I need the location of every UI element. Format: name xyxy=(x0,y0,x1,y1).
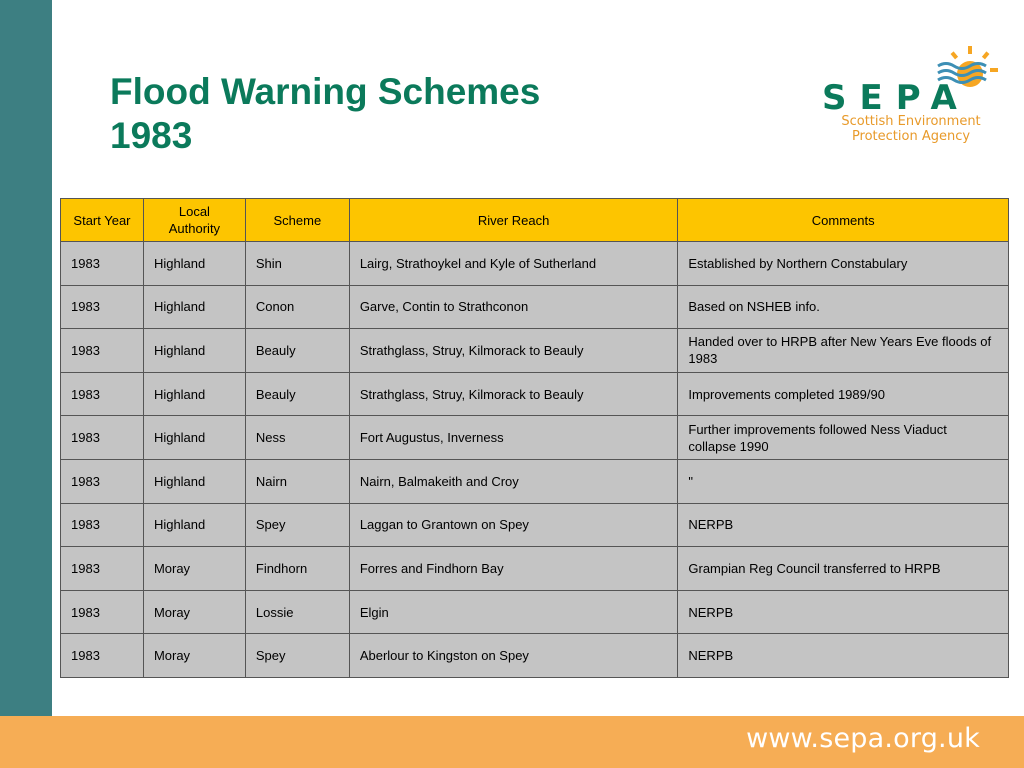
cell-river-reach: Lairg, Strathoykel and Kyle of Sutherland xyxy=(349,242,678,286)
cell-start-year: 1983 xyxy=(61,329,144,373)
cell-scheme: Spey xyxy=(245,634,349,678)
cell-scheme: Spey xyxy=(245,503,349,547)
table-row xyxy=(61,590,1009,634)
header-local-authority: Local Authority xyxy=(143,199,245,242)
cell-start-year: 1983 xyxy=(61,634,144,678)
cell-local-authority: Highland xyxy=(143,416,245,460)
table-row xyxy=(61,416,1009,460)
cell-comments: Handed over to HRPB after New Years Eve floods of 1983 xyxy=(678,329,1009,373)
logo-wordmark: SEPA xyxy=(822,78,970,118)
cell-river-reach: Forres and Findhorn Bay xyxy=(349,547,678,591)
cell-comments: Further improvements followed Ness Viaduct collapse 1990 xyxy=(678,416,1009,460)
cell-start-year: 1983 xyxy=(61,503,144,547)
cell-river-reach: Strathglass, Struy, Kilmorack to Beauly xyxy=(349,329,678,373)
cell-river-reach: Fort Augustus, Inverness xyxy=(349,416,678,460)
left-accent-bar xyxy=(0,0,52,768)
title-line-2: 1983 xyxy=(110,115,193,156)
cell-local-authority: Moray xyxy=(143,590,245,634)
cell-scheme: Conon xyxy=(245,285,349,329)
cell-comments: NERPB xyxy=(678,634,1009,678)
cell-local-authority: Highland xyxy=(143,503,245,547)
cell-scheme: Nairn xyxy=(245,459,349,503)
cell-scheme: Ness xyxy=(245,416,349,460)
table-row xyxy=(61,285,1009,329)
cell-scheme: Findhorn xyxy=(245,547,349,591)
sepa-logo xyxy=(820,44,1000,148)
table-row xyxy=(61,372,1009,416)
table-row xyxy=(61,242,1009,286)
cell-local-authority: Moray xyxy=(143,634,245,678)
cell-start-year: 1983 xyxy=(61,459,144,503)
cell-local-authority: Highland xyxy=(143,285,245,329)
cell-comments: NERPB xyxy=(678,590,1009,634)
cell-start-year: 1983 xyxy=(61,372,144,416)
cell-comments: " xyxy=(678,459,1009,503)
cell-scheme: Lossie xyxy=(245,590,349,634)
cell-local-authority: Highland xyxy=(143,329,245,373)
cell-start-year: 1983 xyxy=(61,590,144,634)
header-start-year: Start Year xyxy=(61,199,144,242)
cell-start-year: 1983 xyxy=(61,416,144,460)
footer-corner xyxy=(0,716,52,768)
header-river-reach: River Reach xyxy=(349,199,678,242)
title-line-1: Flood Warning Schemes xyxy=(110,71,541,112)
table-row xyxy=(61,329,1009,373)
cell-comments: Based on NSHEB info. xyxy=(678,285,1009,329)
logo-subtitle: Scottish Environment Protection Agency xyxy=(841,114,981,144)
cell-start-year: 1983 xyxy=(61,285,144,329)
cell-river-reach: Elgin xyxy=(349,590,678,634)
header-scheme: Scheme xyxy=(245,199,349,242)
table-row xyxy=(61,503,1009,547)
cell-comments: Established by Northern Constabulary xyxy=(678,242,1009,286)
cell-river-reach: Garve, Contin to Strathconon xyxy=(349,285,678,329)
footer-url: www.sepa.org.uk xyxy=(746,723,980,754)
cell-river-reach: Strathglass, Struy, Kilmorack to Beauly xyxy=(349,372,678,416)
cell-scheme: Shin xyxy=(245,242,349,286)
cell-local-authority: Highland xyxy=(143,242,245,286)
table-row xyxy=(61,459,1009,503)
cell-river-reach: Aberlour to Kingston on Spey xyxy=(349,634,678,678)
cell-local-authority: Moray xyxy=(143,547,245,591)
cell-start-year: 1983 xyxy=(61,547,144,591)
cell-scheme: Beauly xyxy=(245,329,349,373)
cell-comments: Grampian Reg Council transferred to HRPB xyxy=(678,547,1009,591)
cell-start-year: 1983 xyxy=(61,242,144,286)
page-title xyxy=(110,70,540,158)
table-row xyxy=(61,547,1009,591)
table-header-row xyxy=(61,199,1009,242)
flood-schemes-table xyxy=(60,198,1009,678)
header-comments: Comments xyxy=(678,199,1009,242)
cell-local-authority: Highland xyxy=(143,372,245,416)
table-row xyxy=(61,634,1009,678)
cell-comments: NERPB xyxy=(678,503,1009,547)
cell-comments: Improvements completed 1989/90 xyxy=(678,372,1009,416)
cell-river-reach: Nairn, Balmakeith and Croy xyxy=(349,459,678,503)
cell-local-authority: Highland xyxy=(143,459,245,503)
cell-river-reach: Laggan to Grantown on Spey xyxy=(349,503,678,547)
cell-scheme: Beauly xyxy=(245,372,349,416)
